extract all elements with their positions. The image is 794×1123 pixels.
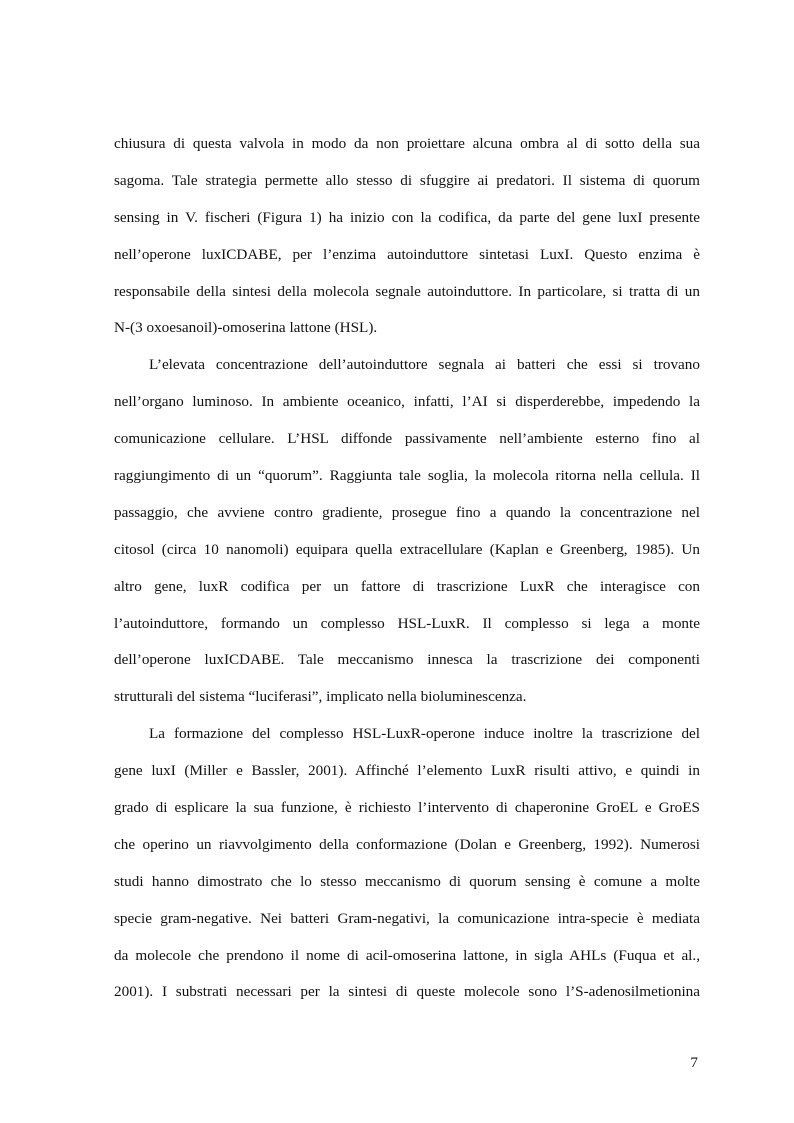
paragraph-3 xyxy=(114,716,700,1011)
paragraph-2 xyxy=(114,347,700,716)
text-line: chiusura di questa valvola in modo da non proiettare alcuna ombra al di sotto della sua xyxy=(114,135,700,152)
text-line: nell’organo luminoso. In ambiente oceanico, infatti, l’AI si disperderebbe, impedendo la xyxy=(114,393,700,411)
text-line: 2001). I substrati necessari per la sintesi di queste molecole sono l’S-adenosilmetionina xyxy=(114,983,700,1001)
text-line: sagoma. Tale strategia permette allo stesso di sfuggire ai predatori. Il sistema di quorum xyxy=(114,171,700,189)
paragraph-1 xyxy=(114,126,700,347)
text-line: passaggio, che avviene contro gradiente, prosegue fino a quando la concentrazione nel xyxy=(114,503,700,521)
text-line: gene luxI (Miller e Bassler, 2001). Affinché l’elemento LuxR risulti attivo, e quindi in xyxy=(114,762,700,780)
text-line: altro gene, luxR codifica per un fattore di trascrizione LuxR che interagisce con xyxy=(114,577,700,595)
text-line: nell’operone luxICDABE, per l’enzima autoinduttore sintetasi LuxI. Questo enzima è xyxy=(114,245,700,263)
text-line: grado di esplicare la sua funzione, è richiesto l’intervento di chaperonine GroEL e GroES xyxy=(114,799,700,817)
body-text xyxy=(114,126,700,1011)
text-line: La formazione del complesso HSL-LuxR-operone induce inoltre la trascrizione del xyxy=(149,725,700,743)
text-line: da molecole che prendono il nome di acil-omoserina lattone, in sigla AHLs (Fuqua et al., xyxy=(114,946,700,964)
text-line: L’elevata concentrazione dell’autoinduttore segnala ai batteri che essi si trovano xyxy=(149,356,700,374)
text-line: specie gram-negative. Nei batteri Gram-negativi, la comunicazione intra-specie è mediata xyxy=(114,909,700,927)
text-line: strutturali del sistema “luciferasi”, implicato nella bioluminescenza. xyxy=(114,688,527,706)
text-line: N-(3 oxoesanoil)-omoserina lattone (HSL). xyxy=(114,319,378,337)
text-line: dell’operone luxICDABE. Tale meccanismo innesca la trascrizione dei componenti xyxy=(114,651,700,669)
text-line: sensing in V. fischeri (Figura 1) ha inizio con la codifica, da parte del gene luxI presente xyxy=(114,208,700,226)
text-line: citosol (circa 10 nanomoli) equipara quella extracellulare (Kaplan e Greenberg, 1985). Un xyxy=(114,540,700,558)
text-line: raggiungimento di un “quorum”. Raggiunta tale soglia, la molecola ritorna nella cellula. Il xyxy=(114,467,700,485)
page-number: 7 xyxy=(690,1054,698,1071)
text-line: l’autoinduttore, formando un complesso HSL-LuxR. Il complesso si lega a monte xyxy=(114,614,700,632)
text-line: comunicazione cellulare. L’HSL diffonde passivamente nell’ambiente esterno fino al xyxy=(114,430,700,448)
text-line: responsabile della sintesi della molecola segnale autoinduttore. In particolare, si tratta di un xyxy=(114,282,700,300)
text-line: studi hanno dimostrato che lo stesso meccanismo di quorum sensing è comune a molte xyxy=(114,872,700,890)
text-line: che operino un riavvolgimento della conformazione (Dolan e Greenberg, 1992). Numerosi xyxy=(114,835,700,853)
